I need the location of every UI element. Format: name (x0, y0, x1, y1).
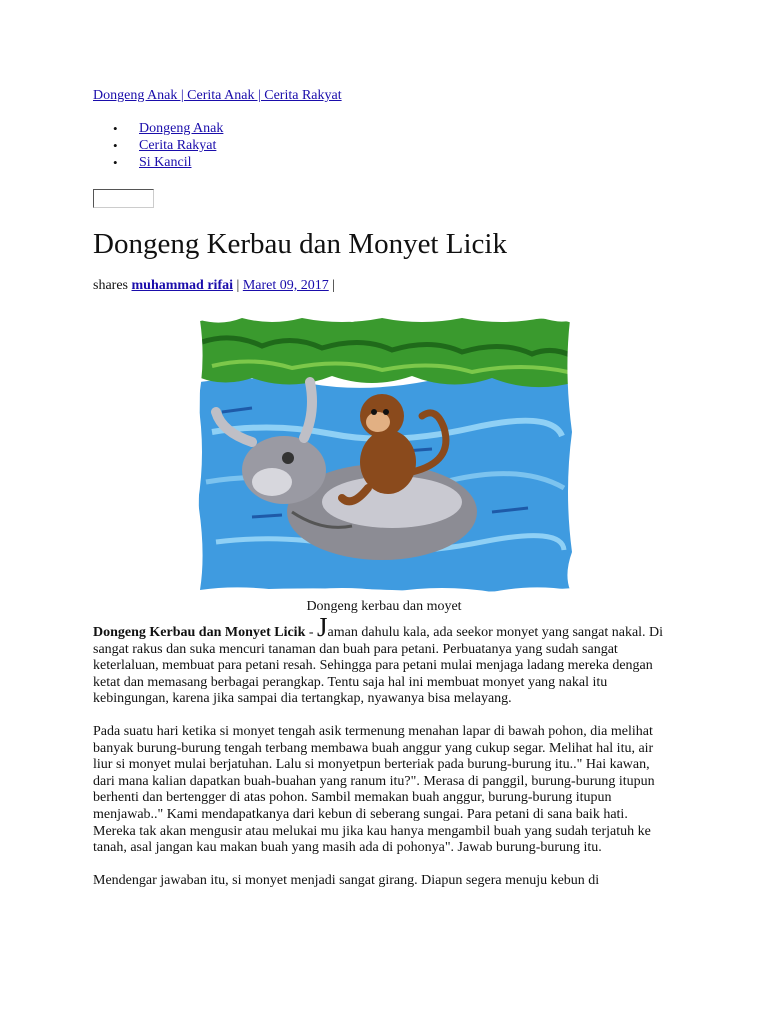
paragraph-1 (93, 612, 673, 708)
nav-link-si-kancil[interactable]: Si Kancil (139, 155, 192, 170)
meta-separator-end: | (332, 278, 336, 293)
drop-cap: J (317, 612, 328, 642)
date-link[interactable]: Maret 09, 2017 (242, 278, 329, 293)
post-meta (93, 278, 335, 294)
meta-separator: | (236, 278, 240, 293)
story-illustration (192, 312, 578, 598)
nav-link-cerita-rakyat[interactable]: Cerita Rakyat (139, 138, 217, 153)
paragraph-2: Pada suatu hari ketika si monyet tengah asik termenung menahan lapar di bawah pohon, dia melihat banyak burung-burung tengah terbang membawa buah anggur yang cukup segar. Melihat hal itu, air liur si monyet mulai berjatuhan. Lalu si monyetpun berteriak pada burung-burung itu.." Hai kawan, dari mana kalian dapatkan buah-buahan yang ranum itu?". Merasa di panggil, burung-burung itupun berhenti dan bertengger di atas pohon. Sambil memakan buah anggur, burung-burung itupun menjawab.." Kami mendapatkanya dari kebun di seberang sungai. Para petani di sana baik hati. Mereka tak akan mengusir atau melukai mu jika kau hanya mengambil buah yang sudah terjatuh ke tanah, asal jangan kau makan buah yang masih ada di pohonya". Jawab burung-burung itu. (93, 723, 655, 856)
nav-link-dongeng-anak[interactable]: Dongeng Anak (139, 121, 224, 136)
author-link[interactable]: muhammad rifai (131, 278, 233, 293)
intro-dash: - (305, 625, 318, 640)
image-caption: Dongeng kerbau dan moyet (306, 599, 462, 614)
post-title: Dongeng Kerbau dan Monyet Licik (93, 228, 507, 260)
search-input[interactable] (93, 189, 154, 208)
nav-item-cerita-rakyat (93, 137, 223, 154)
nav-item-si-kancil (93, 154, 223, 171)
paragraph-3: Mendengar jawaban itu, si monyet menjadi sangat girang. Diapun segera menuju kebun di (93, 872, 600, 888)
intro-bold: Dongeng Kerbau dan Monyet Licik (93, 625, 306, 640)
paragraph-1-text: aman dahulu kala, ada seekor monyet yang sangat nakal. Di sangat rakus dan suka mencuri tanaman dan buah para petani. Perbuatanya yang sudah sangat keterlaluan, membuat para petani resah. Sehingga para petani mulai menjaga ladang mereka dengan ketat dan memasang berbagai perangkap. Tentu saja hal ini membuat monyet yang nakal itu kebingungan, karena jika sampai dia tertangkap, nyawanya bisa melayang. (93, 625, 664, 707)
shares-label: shares (93, 278, 128, 293)
site-header-link[interactable]: Dongeng Anak | Cerita Anak | Cerita Rakyat (93, 88, 342, 103)
nav-item-dongeng-anak (93, 120, 223, 137)
article-body (93, 612, 673, 905)
nav-list (93, 120, 223, 171)
